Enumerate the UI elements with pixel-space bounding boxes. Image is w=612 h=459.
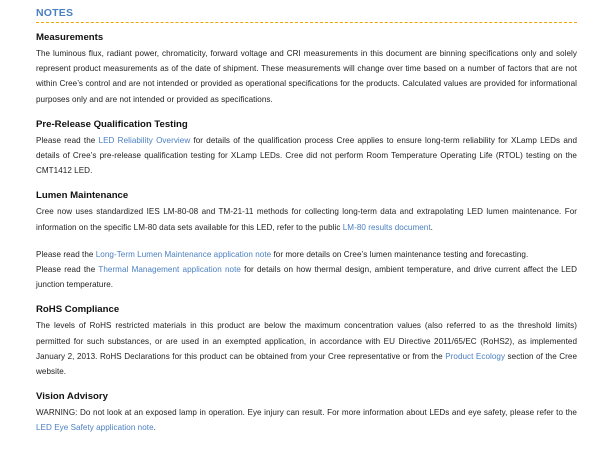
body-text: for details on how thermal design, ambient temperature, and drive current affect the LED junction temperature. [36, 265, 577, 290]
section-vision-advisory [36, 391, 577, 435]
body-text: section of the Cree website. [36, 351, 577, 377]
section-body [36, 133, 577, 179]
section-body [36, 405, 577, 435]
section-title: Pre-Release Qualification Testing [36, 118, 188, 130]
body-text: WARNING: Do not look at an exposed lamp in operation. Eye injury can result. For more information about LEDs and eye safety, please refer to the [36, 408, 577, 418]
section-lumen-maintenance [36, 190, 577, 292]
body-text: Cree now uses standardized IES LM-80-08 and TM-21-11 methods for collecting long-term data and extrapolating LED lumen maintenance. For information on the specific LM-80 data sets available for this LED, refer to the public [36, 207, 577, 232]
product-ecology-link[interactable]: Product Ecology [445, 351, 506, 361]
section-title: Lumen Maintenance [36, 190, 129, 202]
lm80-results-link[interactable]: LM-80 results document [342, 222, 431, 232]
section-measurements [36, 32, 577, 107]
body-text: Please read the [36, 249, 96, 259]
thermal-management-note-link[interactable]: Thermal Management application note [98, 265, 241, 275]
section-body [36, 204, 577, 234]
section-title: Vision Advisory [36, 391, 108, 403]
body-text: for more details on Cree’s lumen maintenance testing and forecasting. [271, 249, 529, 259]
section-title: Measurements [36, 32, 104, 43]
notes-heading: NOTES [36, 0, 577, 23]
paragraph-gap [36, 235, 577, 247]
body-text: for details of the qualification process Cree applies to ensure long-term reliability for XLamp LEDs and details of Cree’s pre-release qualification testing for XLamp LEDs. Cree did not perform Room Temperature Operating Life (RTOL) testing on the CMT1412 LED. [36, 135, 578, 176]
body-text: . [153, 423, 156, 433]
section-pre-release-qualification [36, 119, 577, 179]
section-body [36, 318, 577, 379]
lumen-maintenance-note-link[interactable]: Long-Term Lumen Maintenance application note [95, 249, 272, 259]
section-title: RoHS Compliance [36, 304, 120, 316]
section-rohs-compliance [36, 304, 577, 379]
led-eye-safety-note-link[interactable]: LED Eye Safety application note [36, 423, 154, 433]
body-text: The levels of RoHS restricted materials in this product are below the maximum concentration values (also referred to as the threshold limits) permitted for such substances, or are used in an exempted application, in accordance with EU Directive 2011/65/EC (RoHS2), as implemented January 2, 2013. RoHS Declarations for this product can be obtained from your Cree representative or from the [36, 321, 577, 361]
section-body: The luminous flux, radiant power, chromaticity, forward voltage and CRI measurements in this document are binning specifications only and solely represent product measurements as of the date of shipment. These measurements will change over time based on a number of factors that are not within Cree’s control and are not intended or provided as operational specifications for the products. Calculated values are provided for informational purposes only and are not intended or provided as specifications. [36, 49, 577, 104]
body-text: . [430, 222, 433, 232]
led-reliability-overview-link[interactable]: LED Reliability Overview [98, 135, 191, 145]
body-text: Please read the [36, 265, 99, 275]
body-text: Please read the [36, 135, 99, 145]
section-body [36, 247, 577, 293]
